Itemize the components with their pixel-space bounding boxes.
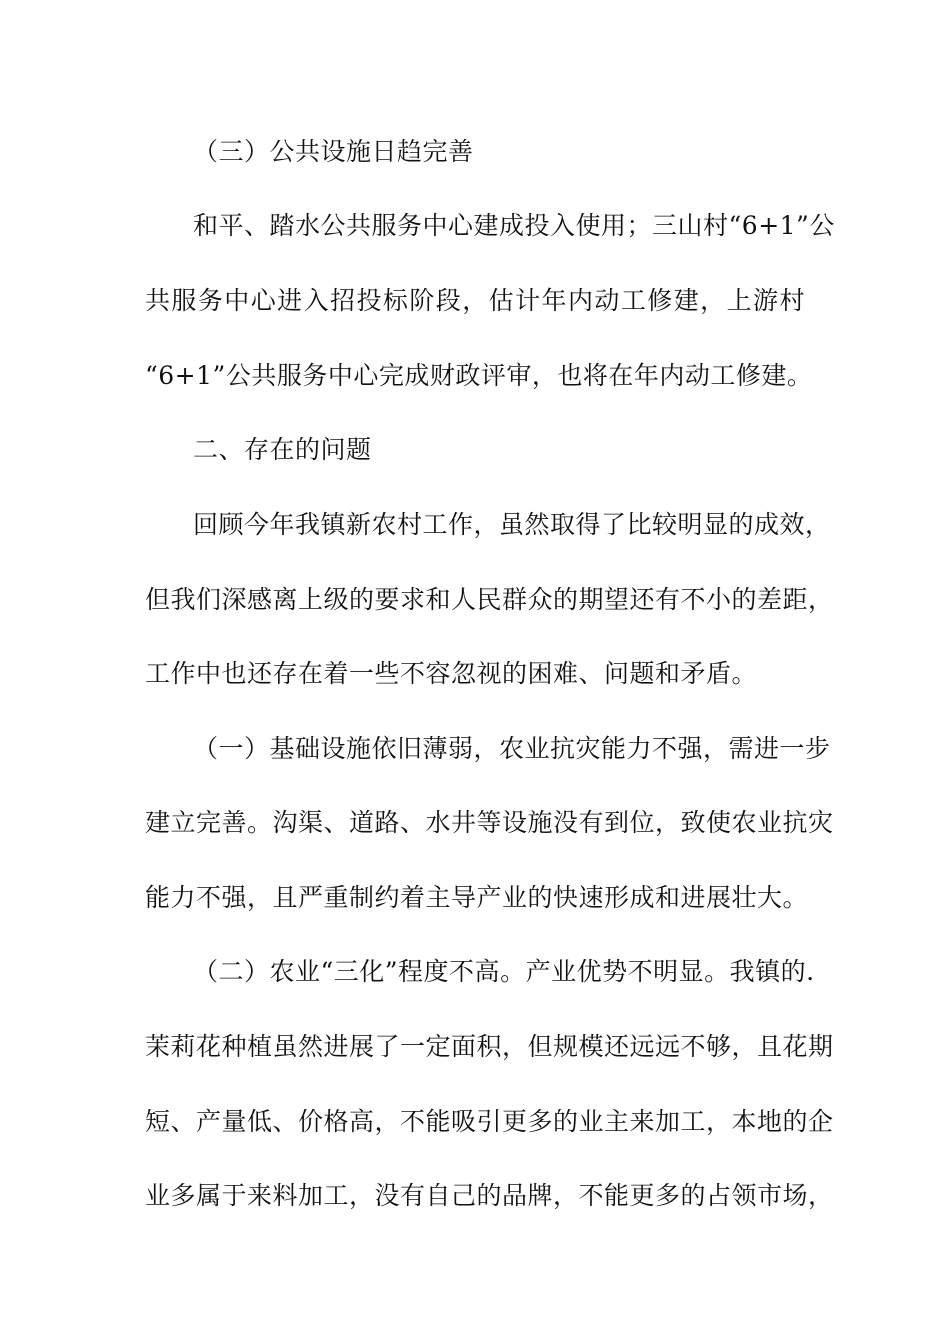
- paragraph-line: “6+1”公共服务中心完成财政评审，也将在年内动工修建。: [145, 361, 813, 390]
- paragraph-line: 回顾今年我镇新农村工作，虽然取得了比较明显的成效，: [193, 510, 831, 539]
- paragraph-line: 工作中也还存在着一些不容忽视的困难、问题和矛盾。: [145, 659, 758, 688]
- paragraph-line: 但我们深感离上级的要求和人民群众的期望还有不小的差距，: [145, 585, 834, 614]
- paragraph-line: （一）基础设施依旧薄弱，农业抗灾能力不强，需进一步: [193, 734, 831, 763]
- paragraph-line: 能力不强，且严重制约着主导产业的快速形成和进展壮大。: [145, 883, 809, 912]
- paragraph-line: 业多属于来料加工，没有自己的品牌，不能更多的占领市场，: [145, 1181, 834, 1210]
- paragraph-line: （二）农业“三化”程度不高。产业优势不明显。我镇的.: [193, 957, 815, 986]
- paragraph-line: 共服务中心进入招投标阶段，估计年内动工修建，上游村: [145, 286, 805, 315]
- paragraph-line: 建立完善。沟渠、道路、水井等设施没有到位，致使农业抗灾: [145, 808, 834, 837]
- paragraph-line: 短、产量低、价格高，不能吸引更多的业主来加工，本地的企: [145, 1107, 834, 1136]
- section-heading-public-facilities: （三）公共设施日趋完善: [193, 137, 474, 166]
- paragraph-line: 茉莉花种植虽然进展了一定面积，但规模还远远不够，且花期: [145, 1032, 834, 1061]
- section-heading-existing-problems: 二、存在的问题: [193, 435, 372, 464]
- paragraph-line: 和平、踏水公共服务中心建成投入使用；三山村“6+1”公: [193, 211, 835, 240]
